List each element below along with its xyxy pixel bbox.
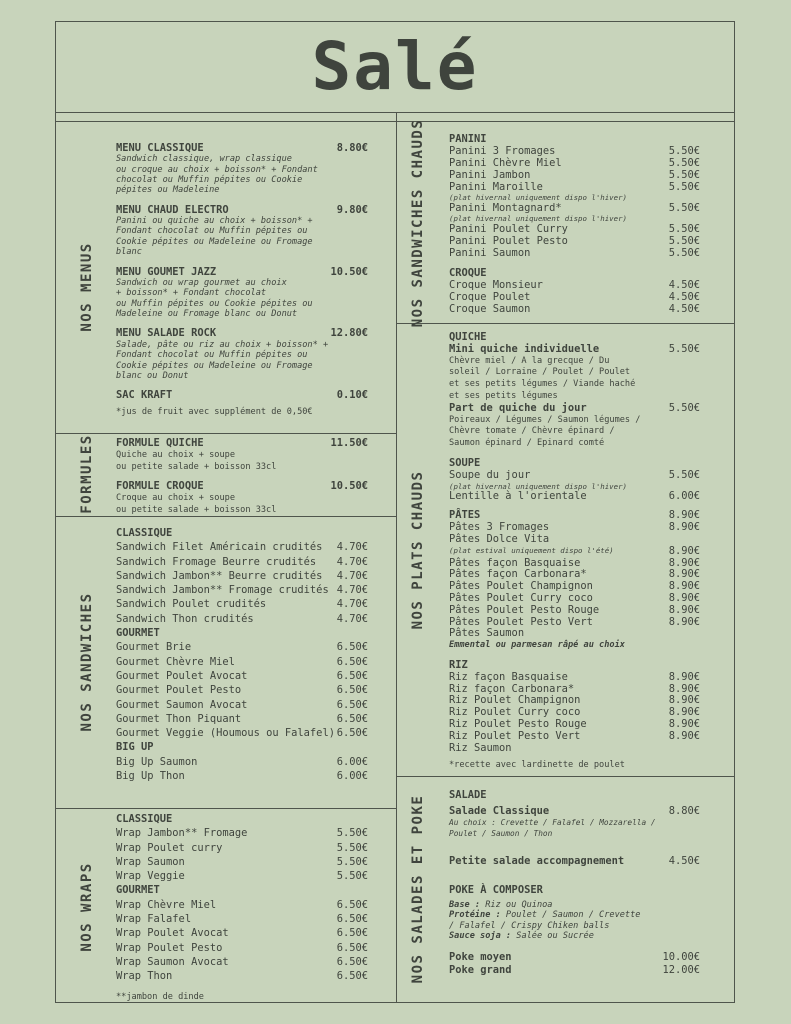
item-price: 11.50€ <box>330 437 368 449</box>
list-item: Gourmet Poulet Pesto 6.50€ <box>116 684 368 697</box>
list-item: Gourmet Brie 6.50€ <box>116 641 368 654</box>
desc-line: Madeleine ou Fromage blanc ou Donut <box>116 309 298 320</box>
desc-line: Saumon épinard / Epinard comté <box>449 438 605 449</box>
list-item: Wrap Veggie 5.50€ <box>116 870 368 883</box>
list-item: Big Up Thon 6.00€ <box>116 770 368 783</box>
list-item: Riz Poulet Curry coco 8.90€ <box>449 706 700 719</box>
list-item: Panini Maroille 5.50€ <box>449 181 700 193</box>
list-item: Panini Chèvre Miel 5.50€ <box>449 157 700 169</box>
list-item: Pâtes Dolce Vita <box>449 532 550 545</box>
group-title: RIZ <box>449 658 468 671</box>
list-item: Pâtes façon Carbonara* 8.90€ <box>449 568 700 581</box>
list-item: Gourmet Saumon Avocat 6.50€ <box>116 698 368 711</box>
desc-line: ou petite salade + boisson 33cl <box>116 505 277 516</box>
desc-line: Cookie pépites ou Madeleine ou Fromage <box>116 236 313 247</box>
poke-line: Protéine : Poulet / Saumon / Crevette <box>449 910 641 921</box>
list-item: Wrap Saumon 5.50€ <box>116 855 368 868</box>
list-item: Wrap Poulet Avocat 6.50€ <box>116 927 368 940</box>
salades-poke-section <box>449 789 700 976</box>
desc-line: pépites ou Madeleine <box>116 185 220 196</box>
list-item: Pâtes 3 Fromages 8.90€ <box>449 521 700 534</box>
list-item: Sandwich Jambon** Beurre crudités 4.70€ <box>116 569 368 582</box>
item-name: FORMULE CROQUE <box>116 479 204 492</box>
desc-line: ou petite salade + boisson 33cl <box>116 462 277 473</box>
item-name: Mini quiche individuelle <box>449 342 600 355</box>
item-name: Salade Classique <box>449 805 550 818</box>
item-desc <box>116 278 368 320</box>
item-name: Poke grand <box>449 963 512 976</box>
desc-line: et ses petits légumes / Viande haché <box>449 379 636 390</box>
list-item: Pâtes façon Basquaise 8.90€ <box>449 556 700 569</box>
list-item: Wrap Falafel 6.50€ <box>116 913 368 926</box>
list-item: Sandwich Filet Américain crudités 4.70€ <box>116 541 368 554</box>
desc-line: Chèvre miel / A la grecque / Du <box>449 355 610 366</box>
list-item: Riz Saumon <box>449 741 512 754</box>
desc-line: Croque au choix + soupe <box>116 492 235 503</box>
item-name: MENU SALADE ROCK <box>116 327 217 340</box>
desc-line: + boisson* + Fondant chocolat <box>116 288 267 299</box>
list-item: Wrap Poulet Pesto 6.50€ <box>116 941 368 954</box>
list-item: (plat estival uniquement dispo l'été) 8.90€ <box>449 544 700 557</box>
group-title: QUICHE <box>449 331 487 343</box>
formules-section <box>116 437 368 516</box>
formule-item <box>116 437 368 474</box>
desc-line: Quiche au choix + soupe <box>116 450 235 461</box>
divider-menus-formules <box>55 433 396 434</box>
menu-item <box>116 266 368 320</box>
list-item: Panini Poulet Curry 5.50€ <box>449 223 700 235</box>
list-item: Riz façon Carbonara* 8.90€ <box>449 682 700 695</box>
item-desc <box>116 154 368 196</box>
list-item: Riz Poulet Champignon 8.90€ <box>449 694 700 707</box>
section-label-formules: FORMULES <box>79 434 95 514</box>
item-name: Part de quiche du jour <box>449 401 587 414</box>
desc-line: Poireaux / Légumes / Saumon légumes / <box>449 414 641 425</box>
list-item: Gourmet Veggie (Houmous ou Falafel) 6.50€ <box>116 727 368 740</box>
list-item: Panini Jambon 5.50€ <box>449 169 700 181</box>
list-item: Croque Monsieur 4.50€ <box>449 279 700 291</box>
formule-item <box>116 480 368 517</box>
item-price: 12.00€ <box>662 963 700 976</box>
divider-sandwiches-wraps <box>55 808 396 809</box>
wraps-section <box>116 812 368 1004</box>
poke-line: Sauce soja : Salée ou Sucrée <box>449 931 594 942</box>
desc-line: blanc <box>116 247 142 258</box>
center-divider <box>396 113 397 1003</box>
group-title: GOURMET <box>116 884 160 897</box>
list-item: Sandwich Jambon** Fromage crudités 4.70€ <box>116 584 368 597</box>
desc-line: ou Muffin pépites ou Cookie pépites ou <box>116 298 313 309</box>
group-title: SOUPE <box>449 456 481 469</box>
list-item: Sandwich Fromage Beurre crudités 4.70€ <box>116 555 368 568</box>
menu-item <box>116 389 368 401</box>
group-title: CLASSIQUE <box>116 527 173 539</box>
item-price: 8.90€ <box>668 509 700 522</box>
desc-line: chocolat ou Muffin pépites ou Cookie <box>116 175 303 186</box>
desc-line: Fondant chocolat ou Muffin pépites ou <box>116 226 308 237</box>
list-item: Big Up Saumon 6.00€ <box>116 755 368 768</box>
item-price: 0.10€ <box>336 389 368 402</box>
list-item: Pâtes Poulet Pesto Vert 8.90€ <box>449 615 700 628</box>
item-price: 8.80€ <box>668 805 700 818</box>
section-label-plats-chauds: NOS PLATS CHAUDS <box>410 470 426 630</box>
section-label-menus: NOS MENUS <box>79 242 95 332</box>
item-desc <box>116 216 368 258</box>
group-title: PANINI <box>449 133 487 145</box>
item-name: MENU CHAUD ELECTRO <box>116 203 229 216</box>
section-label-sandwiches-chauds: NOS SANDWICHES CHAUDS <box>410 118 426 328</box>
list-item: Croque Saumon 4.50€ <box>449 303 700 315</box>
item-name: FORMULE QUICHE <box>116 437 204 449</box>
item-price: 4.50€ <box>668 855 700 868</box>
plats-note: *recette avec lardinette de poulet <box>449 760 625 771</box>
item-name: SAC KRAFT <box>116 389 173 402</box>
list-item: Gourmet Poulet Avocat 6.50€ <box>116 669 368 682</box>
list-item: Wrap Saumon Avocat 6.50€ <box>116 955 368 968</box>
desc-line: Panini ou quiche au choix + boisson* + <box>116 216 313 227</box>
item-name: MENU GOUMET JAZZ <box>116 265 217 278</box>
desc-line: et ses petits légumes <box>449 390 558 401</box>
group-title: CROQUE <box>449 267 487 279</box>
item-price: 5.50€ <box>668 342 700 355</box>
item-desc <box>116 340 368 382</box>
list-item: Riz façon Basquaise 8.90€ <box>449 670 700 683</box>
desc-line: Sandwich ou wrap gourmet au choix <box>116 277 287 288</box>
divider-chauds-plats <box>396 323 735 324</box>
list-item: Lentille à l'orientale 6.00€ <box>449 489 700 502</box>
list-item: Riz Poulet Pesto Vert 8.90€ <box>449 729 700 742</box>
header <box>55 21 735 113</box>
item-name: MENU CLASSIQUE <box>116 142 204 154</box>
group-title: CLASSIQUE <box>116 813 173 825</box>
list-item: Wrap Jambon** Fromage 5.50€ <box>116 827 368 840</box>
availability-note: (plat hivernal uniquement dispo l'hiver) <box>449 193 627 202</box>
section-label-salades-poke: NOS SALADES ET POKE <box>410 794 426 984</box>
menu-item <box>116 327 368 381</box>
poke-line: / Falafel / Crispy Chiken balls <box>449 920 610 931</box>
list-item: Panini Saumon 5.50€ <box>449 247 700 259</box>
top-divider <box>55 121 735 122</box>
desc-line: Fondant chocolat ou Muffin pépites ou <box>116 350 308 361</box>
menu-item <box>116 204 368 258</box>
desc-line: Salade, pâte ou riz au choix + boisson* + <box>116 339 329 350</box>
desc-line: ou croque au choix + boisson* + Fondant <box>116 164 318 175</box>
list-item: Gourmet Thon Piquant 6.50€ <box>116 712 368 725</box>
pates-note: Emmental ou parmesan râpé au choix <box>449 640 625 651</box>
section-label-sandwiches: NOS SANDWICHES <box>79 592 95 732</box>
list-item: Pâtes Poulet Curry coco 8.90€ <box>449 591 700 604</box>
list-item: Sandwich Poulet crudités 4.70€ <box>116 598 368 611</box>
list-item: Gourmet Chèvre Miel 6.50€ <box>116 655 368 668</box>
list-item: Sandwich Thon crudités 4.70€ <box>116 612 368 625</box>
group-title: GOURMET <box>116 627 160 640</box>
list-item: Pâtes Poulet Pesto Rouge 8.90€ <box>449 603 700 616</box>
item-name: Petite salade accompagnement <box>449 855 625 868</box>
plats-chauds-section <box>449 332 700 772</box>
group-title: PÂTES <box>449 509 481 522</box>
list-item: Wrap Chèvre Miel 6.50€ <box>116 898 368 911</box>
list-item: Wrap Thon 6.50€ <box>116 970 368 983</box>
poke-line: Base : Riz ou Quinoa <box>449 899 553 910</box>
list-item: Panini Poulet Pesto 5.50€ <box>449 235 700 247</box>
section-label-wraps: NOS WRAPS <box>79 862 95 952</box>
item-price: 9.80€ <box>336 203 368 216</box>
group-title: BIG UP <box>116 741 154 754</box>
wraps-note: **jambon de dinde <box>116 991 204 1002</box>
list-item: Wrap Poulet curry 5.50€ <box>116 841 368 854</box>
group-title: POKE À COMPOSER <box>449 883 543 896</box>
item-price: 5.50€ <box>668 401 700 414</box>
list-item: Pâtes Poulet Champignon 8.90€ <box>449 580 700 593</box>
item-price: 10.00€ <box>662 951 700 964</box>
desc-line: Sandwich classique, wrap classique <box>116 154 292 165</box>
item-price: 12.80€ <box>330 327 368 340</box>
sandwiches-section <box>116 526 368 783</box>
list-item: Riz Poulet Pesto Rouge 8.90€ <box>449 717 700 730</box>
group-title: SALADE <box>449 789 487 801</box>
sandwiches-chauds-section <box>449 133 700 315</box>
item-price: 8.80€ <box>336 142 368 154</box>
menu-item <box>116 142 368 196</box>
availability-note: (plat hivernal uniquement dispo l'hiver) <box>449 481 627 491</box>
list-item: Panini Montagnard* 5.50€ <box>449 202 700 214</box>
page-title: Salé <box>311 28 479 105</box>
divider-plats-salades <box>396 776 735 777</box>
desc-line: soleil / Lorraine / Poulet / Poulet <box>449 367 631 378</box>
list-item: Soupe du jour 5.50€ <box>449 468 700 481</box>
menus-section <box>116 142 368 418</box>
desc-line: blanc ou Donut <box>116 370 189 381</box>
item-price: 10.50€ <box>330 479 368 492</box>
desc-line: Cookie pépites ou Madeleine ou Fromage <box>116 360 313 371</box>
desc-line: Chèvre tomate / Chèvre épinard / <box>449 426 615 437</box>
list-item: Panini 3 Fromages 5.50€ <box>449 145 700 157</box>
menus-note: *jus de fruit avec supplément de 0,50€ <box>116 406 313 417</box>
desc-line: Poulet / Saumon / Thon <box>449 829 553 839</box>
item-name: Poke moyen <box>449 951 512 964</box>
list-item: Pâtes Saumon <box>449 627 525 640</box>
availability-note: (plat hivernal uniquement dispo l'hiver) <box>449 214 627 223</box>
desc-line: Au choix : Crevette / Falafel / Mozzarella / <box>449 818 656 828</box>
list-item: Croque Poulet 4.50€ <box>449 291 700 303</box>
item-price: 10.50€ <box>330 265 368 278</box>
